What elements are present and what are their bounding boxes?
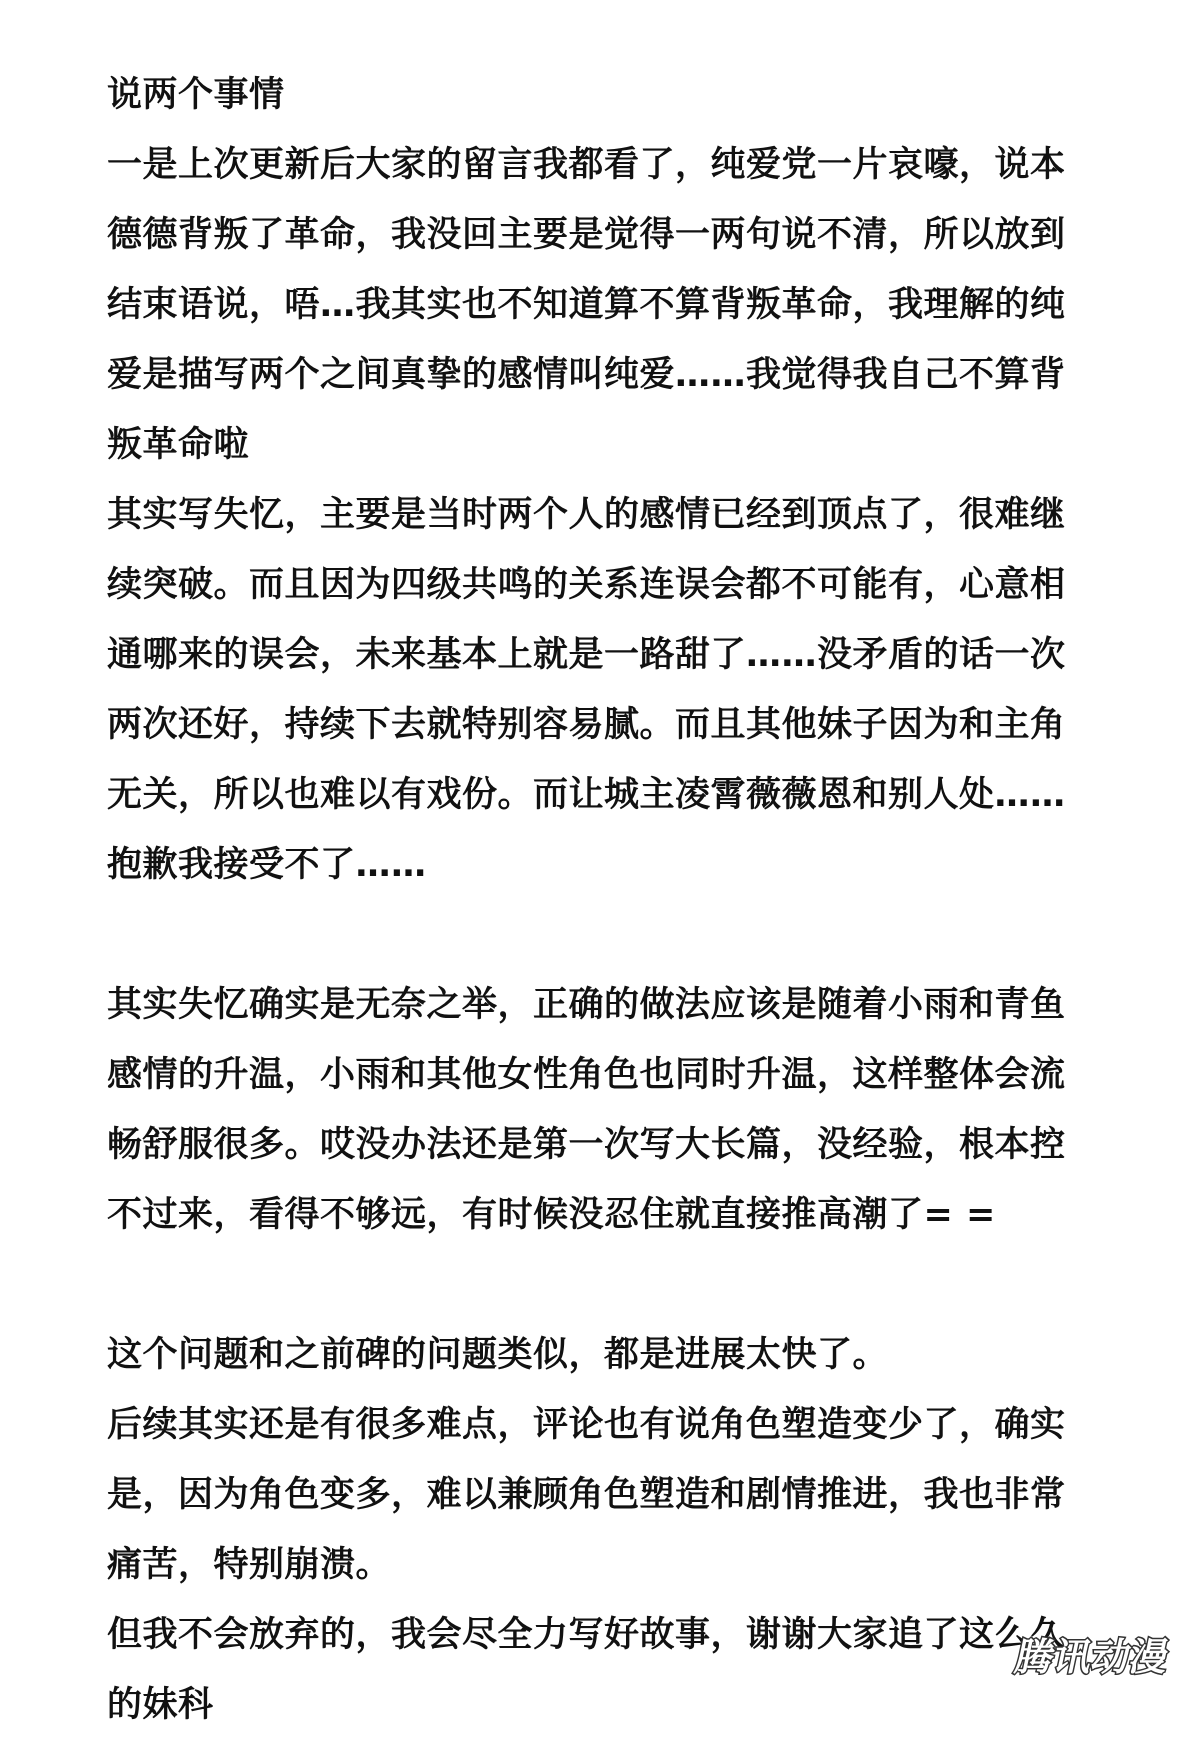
text-line: 其实失忆确实是无奈之举，正确的做法应该是随着小雨和青鱼 bbox=[107, 985, 1066, 1025]
text-line: 续突破。而且因为四级共鸣的关系连误会都不可能有，心意相 bbox=[107, 565, 1066, 605]
text-line: 是，因为角色变多，难以兼顾角色塑造和剧情推进，我也非常 bbox=[107, 1475, 1066, 1515]
text-line: 两次还好，持续下去就特别容易腻。而且其他妹子因为和主角 bbox=[107, 705, 1066, 745]
text-line: 感情的升温，小雨和其他女性角色也同时升温，这样整体会流 bbox=[107, 1055, 1066, 1095]
text-line: 但我不会放弃的，我会尽全力写好故事，谢谢大家追了这么久 bbox=[107, 1615, 1066, 1655]
text-line: 说两个事情 bbox=[107, 75, 285, 115]
tencent-comic-watermark-logo bbox=[997, 1633, 1187, 1681]
paragraph-gap bbox=[107, 900, 1117, 970]
text-line: 一是上次更新后大家的留言我都看了，纯爱党一片哀嚎，说本 bbox=[107, 145, 1066, 185]
text-line: 不过来，看得不够远，有时候没忍住就直接推高潮了= = bbox=[107, 1195, 996, 1235]
text-line: 爱是描写两个之间真挚的感情叫纯爱……我觉得我自己不算背 bbox=[107, 355, 1066, 395]
text-line: 叛革命啦 bbox=[107, 425, 250, 465]
text-line: 畅舒服很多。哎没办法还是第一次写大长篇，没经验，根本控 bbox=[107, 1125, 1066, 1165]
text-line: 其实写失忆，主要是当时两个人的感情已经到顶点了，很难继 bbox=[107, 495, 1066, 535]
text-line: 后续其实还是有很多难点，评论也有说角色塑造变少了，确实 bbox=[107, 1405, 1066, 1445]
text-line: 德德背叛了革命，我没回主要是觉得一两句说不清，所以放到 bbox=[107, 215, 1066, 255]
author-note-text bbox=[107, 60, 1117, 1740]
paragraph-gap bbox=[107, 1250, 1117, 1320]
watermark-logo-graphic bbox=[999, 1634, 1185, 1680]
text-line: 的妹科 bbox=[107, 1685, 214, 1725]
watermark-logo-lettering: 腾讯动漫 bbox=[1011, 1635, 1173, 1680]
text-line: 结束语说，唔…我其实也不知道算不算背叛革命，我理解的纯 bbox=[107, 285, 1066, 325]
text-line: 通哪来的误会，未来基本上就是一路甜了……没矛盾的话一次 bbox=[107, 635, 1066, 675]
text-line: 这个问题和之前碑的问题类似，都是进展太快了。 bbox=[107, 1335, 889, 1375]
text-line: 痛苦，特别崩溃。 bbox=[107, 1545, 392, 1585]
text-line: 抱歉我接受不了…… bbox=[107, 845, 427, 885]
text-line: 无关，所以也难以有戏份。而让城主凌霄薇薇恩和别人处…… bbox=[107, 775, 1066, 815]
